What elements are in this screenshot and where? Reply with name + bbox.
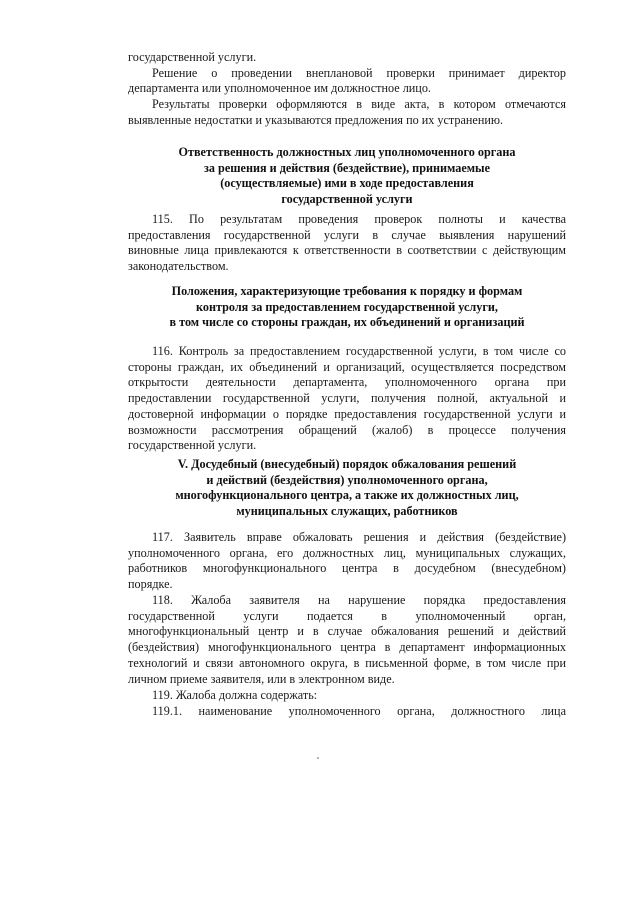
text-line: государственной услуги подается в уполномоченный орган, — [128, 608, 566, 623]
heading-line: V. Досудебный (внесудебный) порядок обжалования решений — [177, 457, 517, 471]
text-line: департамента или уполномоченное им должностное лицо. — [128, 81, 431, 96]
text-line: возможности рассмотрения обращений (жалоб) в процессе получения — [128, 422, 566, 437]
heading-line: государственной услуги — [281, 192, 413, 207]
paragraph-inspection-result — [128, 50, 566, 129]
paragraph-116 — [128, 344, 566, 454]
paragraph-119 — [128, 688, 566, 719]
text-line: 118. Жалоба заявителя на нарушение порядка предоставления — [152, 593, 566, 607]
text-line: 119.1. наименование уполномоченного органа, должностного лица — [152, 703, 566, 718]
text-line: личном приеме заявителя, или в электронном виде. — [128, 671, 395, 686]
text-line: государственной услуги. — [128, 50, 257, 64]
heading-line: Ответственность должностных лиц уполномоченного органа — [178, 145, 516, 159]
paragraph-117 — [128, 530, 566, 593]
text-line: технологий и связи автономного округа, в письменной форме, в том числе при — [128, 655, 566, 670]
text-line: законодательством. — [128, 259, 229, 274]
text-line: Решение о проведении внеплановой проверки принимает директор — [152, 65, 566, 80]
heading-line: (осуществляемые) ими в ходе предоставления — [220, 176, 474, 191]
text-line: 115. По результатам проведения проверок полноты и качества — [152, 212, 566, 226]
text-line: стороны граждан, их объединений и организаций, осуществляется посредством — [128, 359, 566, 374]
text-line: работников многофункционального центра в досудебном (внесудебном) — [128, 561, 566, 576]
section-heading-control-requirements — [128, 284, 566, 331]
heading-line: в том числе со стороны граждан, их объединений и организаций — [169, 315, 525, 330]
text-line: 117. Заявитель вправе обжаловать решения и действия (бездействие) — [152, 530, 566, 544]
heading-line: Положения, характеризующие требования к порядку и формам — [171, 284, 523, 298]
heading-line: за решения и действия (бездействие), принимаемые — [204, 160, 490, 175]
paragraph-115 — [128, 212, 566, 275]
heading-line: муниципальных служащих, работников — [236, 504, 458, 519]
text-line: открытости деятельности департамента, уполномоченного органа при — [128, 375, 566, 390]
text-line: многофункциональный центр и в случае обжалования решений и действий — [128, 624, 566, 639]
text-line: (бездействия) многофункционального центра в департамент информационных — [128, 640, 566, 655]
text-line: предоставлении государственной услуги, получения полной, актуальной и — [128, 391, 566, 406]
heading-line: контроля за предоставлением государственной услуги, — [196, 299, 498, 314]
text-line: порядке. — [128, 577, 173, 592]
paragraph-118 — [128, 593, 566, 687]
section-heading-responsibility — [128, 145, 566, 208]
text-line: виновные лица привлекаются к ответственности в соответствии с действующим — [128, 243, 566, 258]
text-line: достоверной информации о порядке предоставления государственной услуги и — [128, 406, 566, 421]
text-line: государственной услуги. — [128, 438, 257, 453]
section-heading-v-pretrial-appeal — [128, 457, 566, 520]
text-line: Результаты проверки оформляются в виде акта, в котором отмечаются — [152, 97, 566, 112]
text-line: 116. Контроль за предоставлением государственной услуги, в том числе со — [152, 344, 566, 358]
text-line: выявленные недостатки и указываются предложения по их устранению. — [128, 112, 504, 127]
text-line: уполномоченного органа, его должностных лиц, муниципальных служащих, — [128, 545, 566, 560]
heading-line: и действий (бездействия) уполномоченного органа, — [206, 472, 488, 487]
scan-speck — [317, 757, 319, 759]
text-line: предоставления государственной услуги в случае выявления нарушений — [128, 227, 566, 242]
heading-line: многофункционального центра, а также их должностных лиц, — [175, 488, 519, 503]
text-line: 119. Жалоба должна содержать: — [152, 688, 318, 702]
